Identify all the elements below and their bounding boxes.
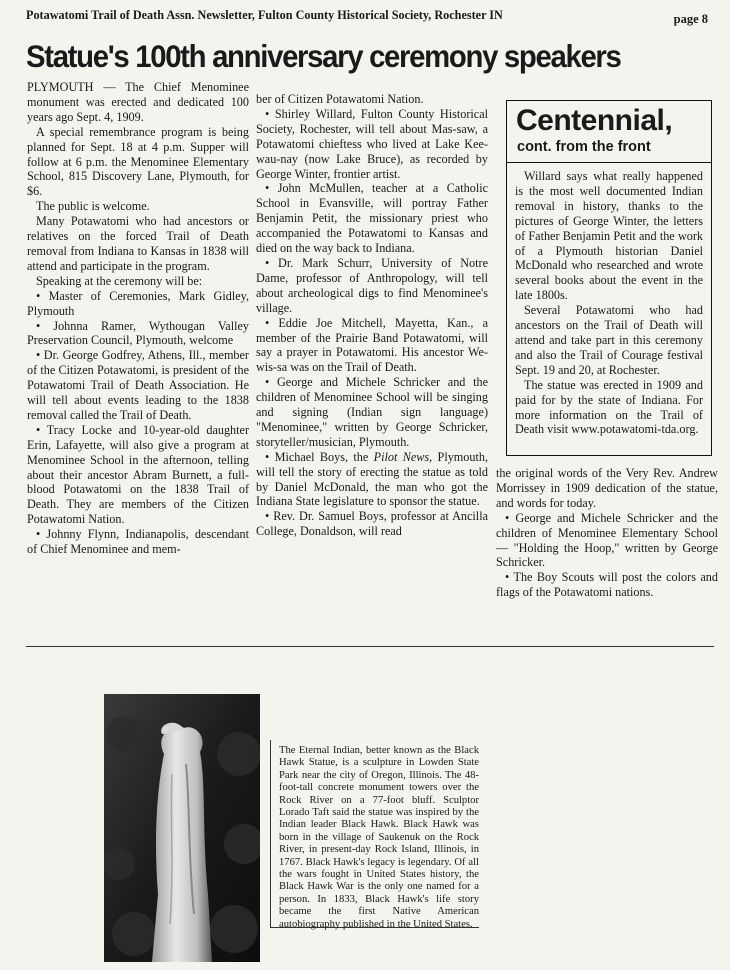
speaker-item: • Johnna Ramer, Wythougan Valley Preservation Council, Plymouth, welcome [27,318,249,348]
box-body [507,163,711,437]
paragraph: Many Potawatomi who had ancestors or relatives on the forced Trail of Death removal from Indiana to Kansas in 1838 will attend and participate in the program. [27,214,249,273]
paragraph: The statue was erected in 1909 and paid for by the state of Indiana. For more information on the Trail of Death visit www.potawatomi-tda.org. [515,377,703,437]
speaker-item: • Tracy Locke and 10-year-old daughter Erin, Lafayette, will also give a program at Menominee School in the afternoon, telling about their ancestor Abram Burnett, a full-blood Potawatomi on the 1838 Trail of Death. They are members of the Citizen Potawatomi Nation. [27,422,249,527]
speaker-item: • Master of Ceremonies, Mark Gidley, Plymouth [27,288,249,318]
speaker-item: • Shirley Willard, Fulton County Historical Society, Rochester, will tell about Mas-saw, a Potawatomi chieftess who lived at Lake Kee-wau-nay (now Lake Bruce), as recorded by George Winter, frontier artist. [256,106,488,181]
speaker-item: • Eddie Joe Mitchell, Mayetta, Kan., a member of the Prairie Band Potawatomi, will say a prayer in Potawatomi. His ancestor We-wis-sa was on the Trail of Death. [256,315,488,375]
black-hawk-statue-photo [104,694,260,962]
article-column-3 [496,466,718,600]
speaker-item: • Dr. Mark Schurr, University of Notre Dame, professor of Anthropology, will tell about archeological digs to find Menominee's village. [256,255,488,315]
paragraph: the original words of the Very Rev. Andrew Morrissey in 1909 dedication of the statue, and words for today. [496,466,718,510]
speaker-item: • The Boy Scouts will post the colors and flags of the Potawatomi nations. [496,570,718,600]
paragraph: Speaking at the ceremony will be: [36,273,203,288]
article-column-2 [256,92,488,539]
publication-name: Pilot News [373,449,430,464]
article-column-1 [27,80,249,557]
header-line: Potawatomi Trail of Death Assn. Newsletter, Fulton County Historical Society, Rochester IN [26,8,503,22]
speaker-item: • George and Michele Schricker and the children of Menominee School will be singing and signing (Indian sign language) "Menominee," written by George Schricker, storyteller/musician, Plymouth. [256,375,488,449]
photo-caption: The Eternal Indian, better known as the Black Hawk Statue, is a sculpture in Lowden State Park near the city of Oregon, Illinois. The 48-foot-tall concrete monument towers over the Rock River on a 77-foot bluff. Sculptor Lorado Taft said the statue was inspired by the Indian leader Black Hawk. Black Hawk was born in the village of Saukenuk on the Rock River, in present-day Rock Island, Illinois, in 1767. Black Hawk's legacy is legendary. Of all the wars fought in United States history, the Black Hawk War is the only one named for a person. In 1833, Black Hawk's life story became the first Native American autobiography published in the United States. [270,740,479,928]
paragraph: ber of Citizen Potawatomi Nation. [256,92,424,106]
box-title: Centennial, [516,104,673,137]
paragraph: Willard says what really happened is the most well documented Indian removal in history, thanks to the pictures of George Winter, the letters of Father Benjamin Petit and the work of a Plymouth historian Daniel McDonald who researched and wrote several books about the event in the late 1800s. [515,169,703,303]
paragraph: The public is welcome. [36,199,150,214]
section-divider [26,646,714,647]
newsletter-header [26,8,708,28]
text-run: • Michael Boys, the [265,449,374,464]
paragraph: A special remembrance program is being planned for Sept. 18 at 4 p.m. Supper will follow at 6 p.m. the Menominee Elementary School, 815 Discovery Lane, Plymouth, for $6. [27,124,249,199]
speaker-item: • Johnny Flynn, Indianapolis, descendant of Chief Menominee and mem- [27,527,249,557]
speaker-item: • John McMullen, teacher at a Catholic School in Evansville, will portray Father Benjamin Petit, the missionary priest who accompanied the Potawatomi to Kansas and died on the way back to Indiana. [256,181,488,256]
continuation-box [506,100,712,456]
speaker-item: • Rev. Dr. Samuel Boys, professor at Ancilla College, Donaldson, will read [256,509,488,539]
speaker-item: • Dr. George Godfrey, Athens, Ill., member of the Citizen Potawatomi, is president of the Potawatomi Trail of Death Association. He will tell about events leading to the 1838 removal called the Trail of Death. [27,348,249,422]
headline: Statue's 100th anniversary ceremony speakers [26,38,621,74]
paragraph: PLYMOUTH — The Chief Menominee monument was erected and dedicated 100 years ago Sept. 4, 1909. [27,80,249,124]
box-subtitle: cont. from the front [517,139,651,155]
text-run: , Plymouth, will tell the story of erecting the statue as told by Daniel McDonald, the man who got the Indiana State legislature to sponsor the statue. [256,449,489,509]
speaker-item: • George and Michele Schricker and the children of Menominee Elementary School — "Holding the Hoop," written by George Schricker. [496,510,718,570]
page-number: page 8 [673,12,708,26]
speaker-item [256,450,488,510]
paragraph: Several Potawatomi who had ancestors on the Trail of Death will attend and take part in this ceremony and also the Trail of Courage festival Sept. 19 and 20, at Rochester. [515,303,703,377]
statue-image [104,694,260,962]
